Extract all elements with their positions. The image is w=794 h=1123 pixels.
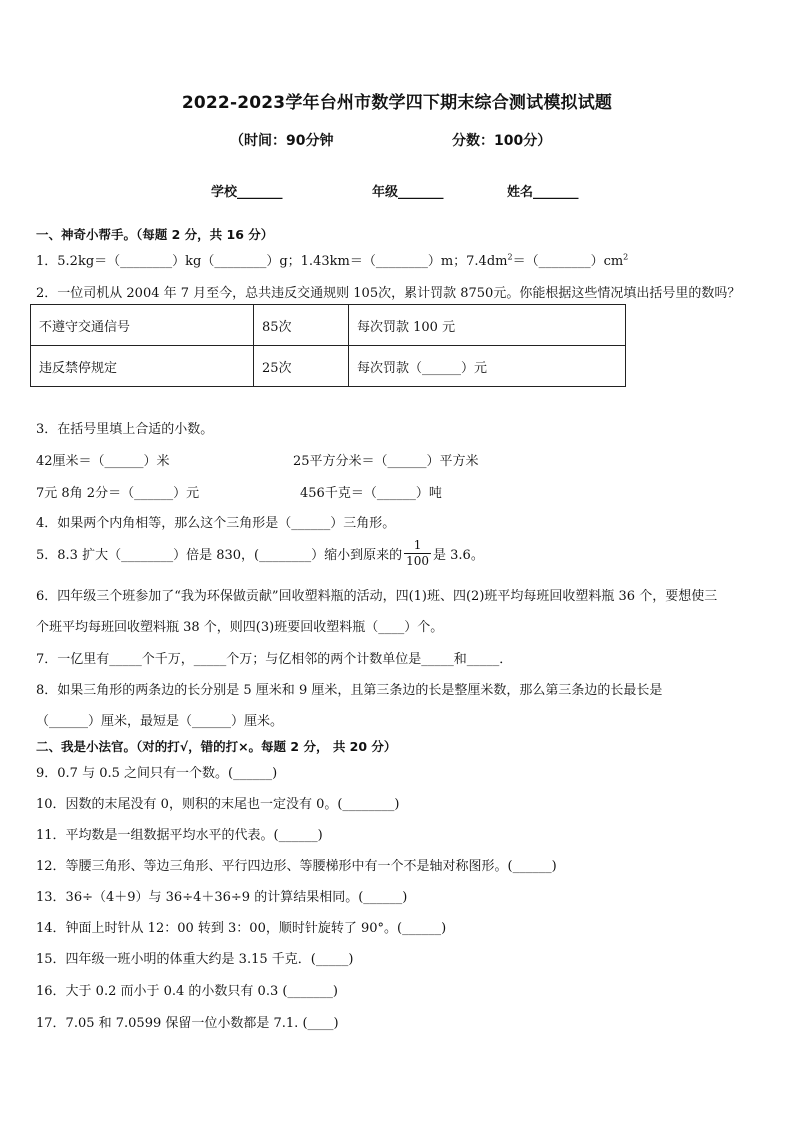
section-1-heading: 一、神奇小帮手。（每题 2 分，共 16 分） — [36, 227, 274, 242]
table-cell: 每次罚款 100 元 — [349, 305, 626, 346]
question-17: 17．7.05 和 7.0599 保留一位小数都是 7.1. (____) — [36, 1016, 339, 1031]
question-2: 2．一位司机从 2004 年 7 月至今，总共违反交通规则 105次，累计罚款 8750元。你能根据这些情况填出括号里的数吗？ — [36, 286, 741, 301]
page-title: 2022-2023学年台州市数学四下期末综合测试模拟试题 — [181, 93, 613, 113]
name-field[interactable]: 姓名_______ — [507, 185, 579, 200]
question-3-d: 456千克＝（______）吨 — [300, 486, 442, 501]
question-1-superscript-1: 2 — [507, 252, 513, 262]
section-2-heading: 二、我是小法官。（对的打√，错的打×。每题 2 分， 共 20 分） — [36, 739, 397, 754]
grade-field[interactable]: 年级_______ — [372, 185, 444, 200]
table-cell: 85次 — [254, 305, 349, 346]
table-cell: 每次罚款（______）元 — [349, 346, 626, 387]
question-6-line-1: 6．四年级三个班参加了“我为环保做贡献”回收塑料瓶的活动，四(1)班、四(2)班平均每班回收塑料瓶 36 个，要想使三 — [36, 589, 718, 604]
question-1-part-b: ＝（________）cm — [512, 254, 624, 269]
exam-time: （时间：90分钟 — [230, 133, 334, 149]
question-3-a: 42厘米＝（______）米 — [36, 454, 170, 469]
question-12: 12．等腰三角形、等边三角形、平行四边形、等腰梯形中有一个不是轴对称图形。(______) — [36, 859, 557, 874]
question-1 — [36, 250, 628, 269]
question-5-part-a: 5．8.3 扩大（________）倍是 830，(________）缩小到原来的 — [36, 548, 403, 563]
question-9: 9．0.7 与 0.5 之间只有一个数。(______) — [36, 766, 278, 781]
question-16: 16．大于 0.2 而小于 0.4 的小数只有 0.3 (_______) — [36, 984, 339, 999]
question-1-part-a: 1．5.2kg＝（________）kg（________）g；1.43km＝（________）m；7.4dm — [36, 254, 508, 269]
question-3-b: 25平方分米＝（______）平方米 — [293, 454, 479, 469]
question-8-line-1: 8．如果三角形的两条边的长分别是 5 厘米和 9 厘米，且第三条边的长是整厘米数，那么第三条边的长最长是 — [36, 683, 663, 698]
question-15: 15．四年级一班小明的体重大约是 3.15 千克．(_____) — [36, 952, 354, 967]
table-cell: 25次 — [254, 346, 349, 387]
question-13: 13．36÷（4＋9）与 36÷4＋36÷9 的计算结果相同。(______) — [36, 890, 408, 905]
table-row — [31, 305, 626, 346]
question-1-superscript-2: 2 — [623, 252, 629, 262]
question-4: 4．如果两个内角相等，那么这个三角形是（______）三角形。 — [36, 516, 396, 531]
fraction-one-hundredth — [404, 538, 431, 569]
fraction-denominator: 100 — [406, 554, 430, 568]
question-3: 3．在括号里填上合适的小数。 — [36, 422, 214, 437]
question-8-line-2: （______）厘米，最短是（______）厘米。 — [36, 714, 284, 729]
school-field[interactable]: 学校_______ — [211, 185, 283, 200]
question-3-c: 7元 8角 2分＝（______）元 — [36, 486, 200, 501]
fines-table — [30, 304, 626, 387]
question-5 — [36, 538, 484, 569]
question-6-line-2: 个班平均每班回收塑料瓶 38 个，则四(3)班要回收塑料瓶（____）个。 — [36, 620, 444, 635]
table-row — [31, 346, 626, 387]
question-10: 10．因数的末尾没有 0，则积的末尾也一定没有 0。(________) — [36, 797, 400, 812]
table-cell: 违反禁停规定 — [31, 346, 254, 387]
question-7: 7．一亿里有_____个千万，_____个万；与亿相邻的两个计数单位是_____和_____． — [36, 652, 513, 667]
question-5-part-b: 是 3.6。 — [433, 548, 484, 563]
exam-score: 分数：100分） — [452, 133, 552, 149]
question-11: 11．平均数是一组数据平均水平的代表。(______) — [36, 828, 323, 843]
question-14: 14．钟面上时针从 12：00 转到 3：00，顺时针旋转了 90°。(______) — [36, 921, 447, 936]
table-cell: 不遵守交通信号 — [31, 305, 254, 346]
fraction-numerator: 1 — [404, 538, 431, 554]
